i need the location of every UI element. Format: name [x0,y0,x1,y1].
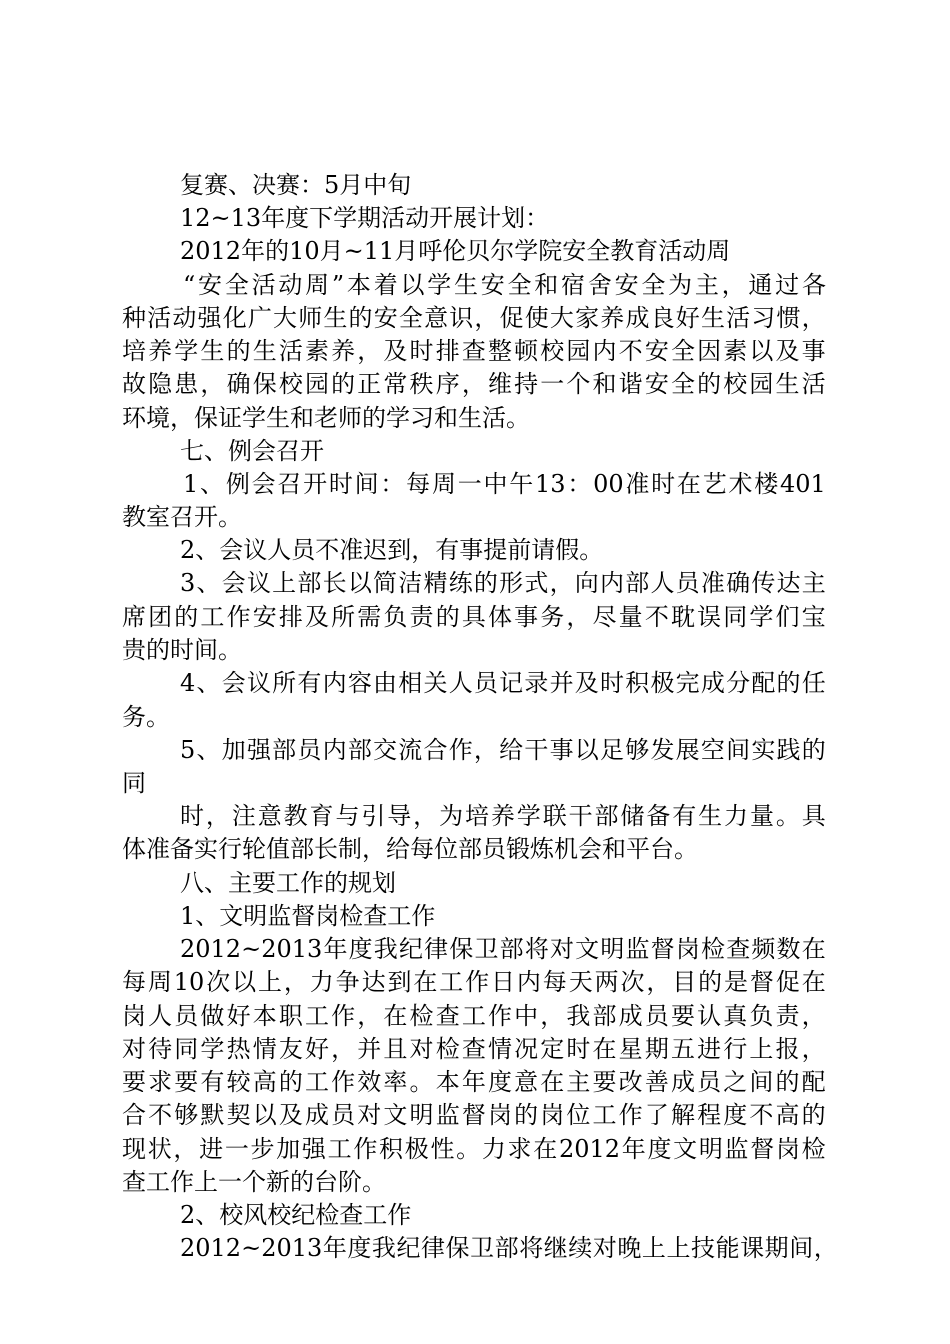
paragraph-p14-line-3: 岗 人 员 做 好 本 职 工 作 ， 在 检 查 工 作 中 ， 我 部 成 员 要 认 真 负 责 ， [122,1002,826,1030]
paragraph-p10-line-1: 5 、 加 强 部 员 内 部 交 流 合 作 ， 给 干 事 以 足 够 发 展 空 间 实 践 的 [180,736,826,764]
paragraph-p4-line-5: 环境，保证学生和老师的学习和生活。 [122,404,530,432]
paragraph-p8-line-2: 席 团 的 工 作 安 排 及 所 需 负 责 的 具 体 事 务 ， 尽 量 不 耽 误 同 学 们 宝 [122,603,826,631]
paragraph-p14-line-4: 对 待 同 学 热 情 友 好 ， 并 且 对 检 查 情 况 定 时 在 星 期 五 进 行 上 报 ， [122,1035,826,1063]
paragraph-p8-line-1: 3 、 会 议 上 部 长 以 简 洁 精 练 的 形 式 ， 向 内 部 人 员 准 确 传 达 主 [180,569,826,597]
paragraph-p14-line-5: 要 求 要 有 较 高 的 工 作 效 率 。 本 年 度 意 在 主 要 改 善 成 员 之 间 的 配 [122,1068,826,1096]
paragraph-p15-line-1: 2、校风校纪检查工作 [180,1201,412,1229]
paragraph-p4-line-1: “ 安 全 活 动 周 ” 本 着 以 学 生 安 全 和 宿 舍 安 全 为 主 ， 通 过 各 [183,271,826,299]
paragraph-p4-line-4: 故 隐 患 ， 确 保 校 园 的 正 常 秩 序 ， 维 持 一 个 和 谐 安 全 的 校 园 生 活 [122,370,826,398]
paragraph-p14-line-8: 查工作上一个新的台阶。 [122,1168,386,1196]
paragraph-p14-line-1: 2012~2013 年 度 我 纪 律 保 卫 部 将 对 文 明 监 督 岗 检 查 频 数 在 [180,935,826,963]
paragraph-p16-line-1: 2012~2013 年 度 我 纪 律 保 卫 部 将 继 续 对 晚 上 上 技 能 课 期 间 ， [180,1234,838,1262]
paragraph-p6-line-1: 1 、 例 会 召 开 时 间 ： 每 周 一 中 午 13 ： 00 准 时 在 艺 术 楼 401 [183,470,826,498]
paragraph-p4-line-3: 培 养 学 生 的 生 活 素 养 ， 及 时 排 查 整 顿 校 园 内 不 安 全 因 素 以 及 事 [122,337,826,365]
paragraph-p14-line-6: 合 不 够 默 契 以 及 成 员 对 文 明 监 督 岗 的 岗 位 工 作 了 解 程 度 不 高 的 [122,1101,826,1129]
paragraph-p3-line-1: 2012年的10月~11月呼伦贝尔学院安全教育活动周 [180,237,731,265]
paragraph-p7-line-1: 2、会议人员不准迟到，有事提前请假。 [180,536,604,564]
paragraph-p12-line-1: 八、主要工作的规划 [180,869,396,897]
paragraph-p14-line-7: 现 状 ， 进 一 步 加 强 工 作 积 极 性 。 力 求 在 2012 年 度 文 明 监 督 岗 检 [122,1135,826,1163]
paragraph-p1-line-1: 复赛、决赛：5月中旬 [180,171,412,199]
paragraph-p9-line-2: 务。 [122,703,170,731]
paragraph-p10-line-2: 同 [122,769,146,797]
paragraph-p5-line-1: 七、例会召开 [180,437,324,465]
paragraph-p2-line-1: 12~13年度下学期活动开展计划： [180,204,550,232]
paragraph-p6-line-2: 教室召开。 [122,503,242,531]
paragraph-p8-line-3: 贵的时间。 [122,636,242,664]
paragraph-p9-line-1: 4 、 会 议 所 有 内 容 由 相 关 人 员 记 录 并 及 时 积 极 完 成 分 配 的 任 [180,669,826,697]
paragraph-p11-line-2: 体准备实行轮值部长制，给每位部员锻炼机会和平台。 [122,835,698,863]
paragraph-p13-line-1: 1、文明监督岗检查工作 [180,902,436,930]
paragraph-p11-line-1: 时 ， 注 意 教 育 与 引 导 ， 为 培 养 学 联 干 部 储 备 有 生 力 量 。 具 [180,802,826,830]
paragraph-p14-line-2: 每 周 10 次 以 上 ， 力 争 达 到 在 工 作 日 内 每 天 两 次 ， 目 的 是 督 促 在 [122,968,826,996]
paragraph-p4-line-2: 种 活 动 强 化 广 大 师 生 的 安 全 意 识 ， 促 使 大 家 养 成 良 好 生 活 习 惯 ， [122,304,826,332]
